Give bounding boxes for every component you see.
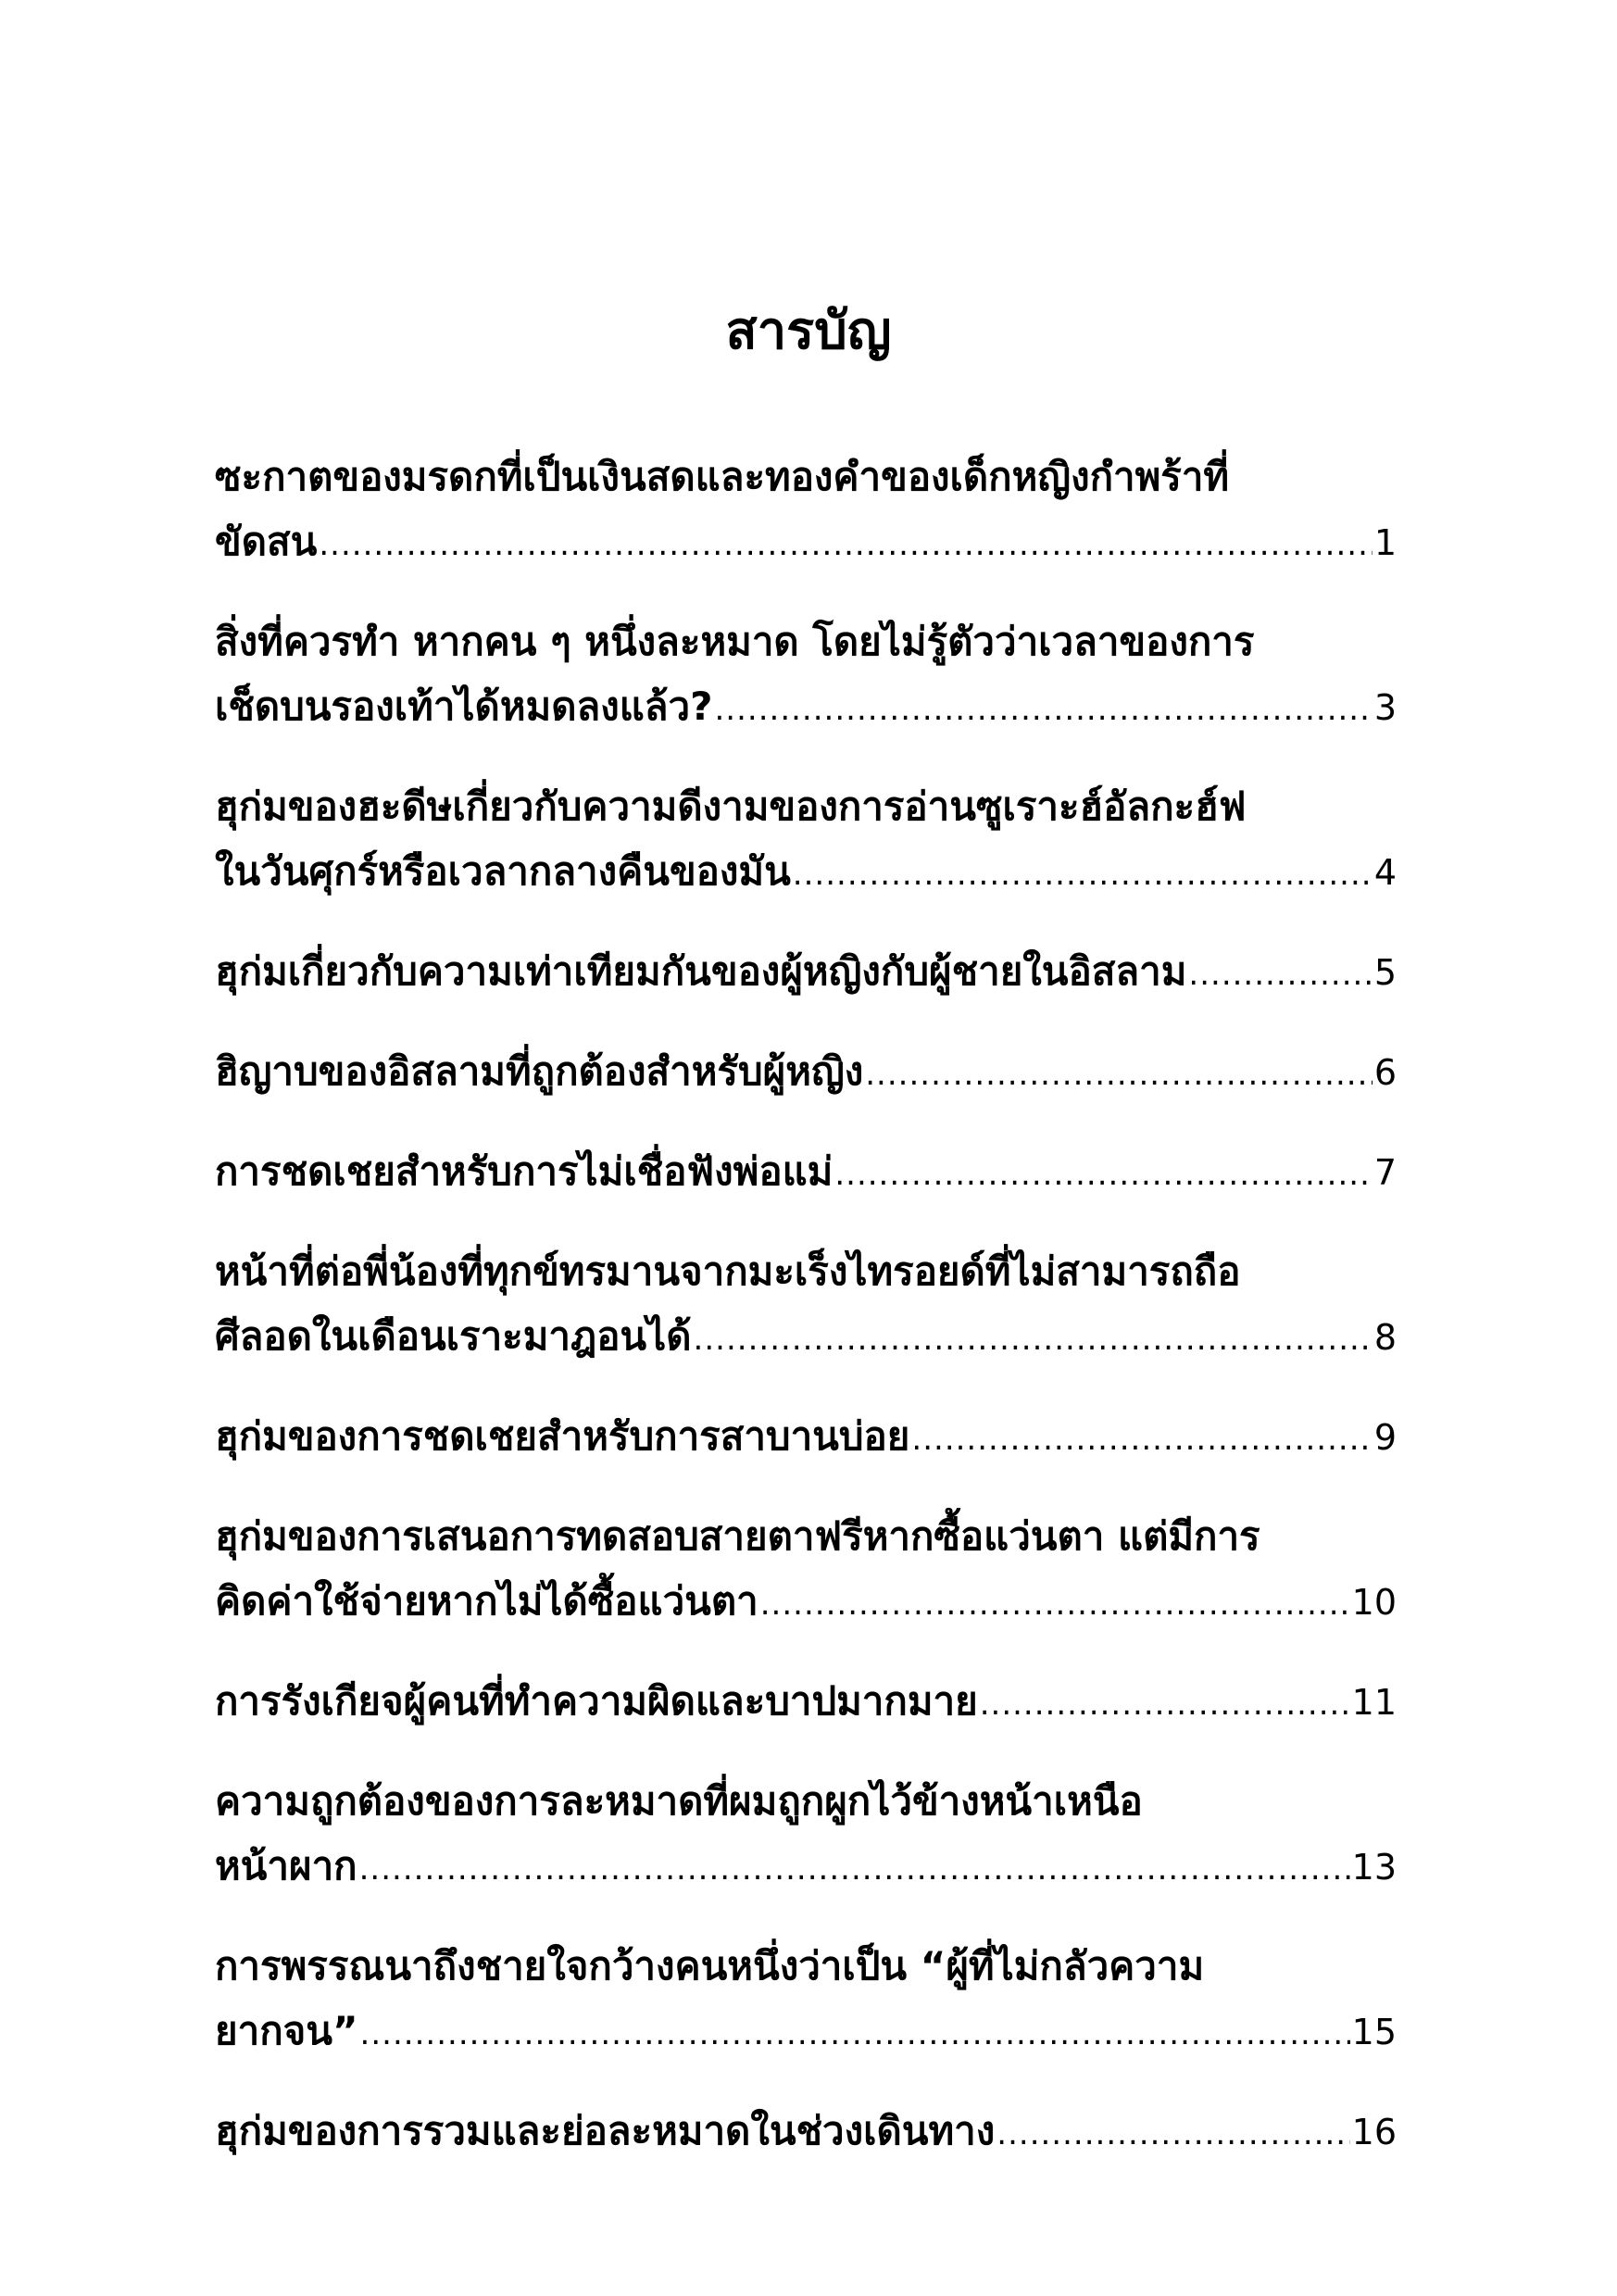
toc-entry-last-line — [215, 1139, 1397, 1207]
toc-page-number: 15 — [1351, 2012, 1397, 2052]
toc-entry-title-line: คิดค่าใช้จ่ายหากไม่ได้ซื้อแว่นตา — [215, 1578, 758, 1624]
toc-entry-last-line — [215, 1404, 1397, 1472]
toc-entry-last-line — [215, 1834, 1397, 1901]
toc-entry-title-line: ศีลอดในเดือนเราะมาฎอนได้ — [215, 1313, 692, 1359]
toc-entry[interactable] — [215, 445, 1397, 577]
toc-page-number: 7 — [1373, 1152, 1397, 1193]
page-title: สารบัญ — [725, 301, 892, 361]
toc-entry-title-line: สิ่งที่ควรทำ หากคน ๆ หนึ่งละหมาด โดยไม่รู้ตัวว่าเวลาของการ — [215, 619, 1255, 664]
dot-leader — [980, 1672, 1350, 1737]
toc-entry-last-line — [215, 839, 1397, 907]
table-of-contents — [215, 445, 1397, 2199]
dot-leader — [997, 2102, 1349, 2166]
dot-leader — [911, 1407, 1372, 1472]
toc-entry-title-line: ขัดสน — [215, 519, 318, 564]
toc-entry-title-line: ฮุก่มของการชดเชยสำหรับการสาบานบ่อย — [215, 1413, 910, 1459]
toc-entry-last-line — [215, 2099, 1397, 2166]
toc-page-number: 11 — [1351, 1682, 1397, 1723]
toc-entry-title-line: การชดเชยสำหรับการไม่เชื่อฟังพ่อแม่ — [215, 1148, 834, 1194]
toc-entry[interactable] — [215, 1934, 1397, 2066]
dot-leader — [1188, 942, 1372, 1007]
toc-page-number: 4 — [1373, 852, 1397, 893]
toc-entry[interactable] — [215, 2099, 1397, 2166]
toc-entry[interactable] — [215, 939, 1397, 1007]
toc-entry-title-line: หน้าที่ต่อพี่น้องที่ทุกข์ทรมานจากมะเร็งไทรอยด์ที่ไม่สามารถถือ — [215, 1248, 1241, 1294]
toc-entry[interactable] — [215, 1239, 1397, 1372]
toc-page-number: 8 — [1373, 1317, 1397, 1358]
toc-entry-title-line: การรังเกียจผู้คนที่ทำความผิดและบาปมากมาย — [215, 1678, 978, 1724]
toc-entry-title-line: ฮุก่มของฮะดีษเกี่ยวกับความดีงามของการอ่านซูเราะฮ์อัลกะฮ์ฟ — [215, 784, 1247, 829]
toc-entry-last-line — [215, 674, 1397, 742]
toc-entry-title-line: ซะกาตของมรดกที่เป็นเงินสดและทองคำของเด็กหญิงกำพร้าที่ — [215, 454, 1230, 499]
toc-page-number: 16 — [1351, 2112, 1397, 2152]
toc-page-number: 3 — [1373, 687, 1397, 728]
toc-page-number: 6 — [1373, 1052, 1397, 1093]
dot-leader — [834, 1142, 1372, 1207]
dot-leader — [865, 1042, 1373, 1107]
toc-entry-title-line: ความถูกต้องของการละหมาดที่ผมถูกผูกไว้ข้างหน้าเหนือ — [215, 1778, 1143, 1824]
toc-entry-title-line: ในวันศุกร์หรือเวลากลางคืนของมัน — [215, 848, 791, 894]
toc-page-number: 9 — [1373, 1417, 1397, 1458]
toc-entry[interactable] — [215, 1504, 1397, 1637]
dot-leader — [319, 512, 1372, 577]
toc-entry-title-line: ฮุก่มของการรวมและย่อละหมาดในช่วงเดินทาง — [215, 2108, 996, 2153]
toc-entry-last-line — [215, 1999, 1397, 2066]
toc-page-number: 5 — [1373, 952, 1397, 993]
toc-entry-title-line: ยากจน” — [215, 2008, 358, 2053]
toc-page-number: 10 — [1351, 1582, 1397, 1623]
toc-entry-title-line: ฮุก่มเกี่ยวกับความเท่าเทียมกันของผู้หญิงกับผู้ชายในอิสลาม — [215, 948, 1187, 994]
dot-leader — [714, 677, 1372, 742]
toc-entry[interactable] — [215, 609, 1397, 742]
toc-entry-title-line: การพรรณนาถึงชายใจกว้างคนหนึ่งว่าเป็น “ผู้ที่ไม่กลัวความ — [215, 1943, 1205, 1989]
toc-page-number: 1 — [1373, 522, 1397, 563]
toc-entry[interactable] — [215, 1404, 1397, 1472]
toc-entry[interactable] — [215, 1139, 1397, 1207]
toc-entry-last-line — [215, 1039, 1397, 1107]
toc-entry[interactable] — [215, 1669, 1397, 1737]
toc-entry-last-line — [215, 1304, 1397, 1372]
toc-entry-title-line: ฮุก่มของการเสนอการทดสอบสายตาฟรีหากซื้อแว่นตา แต่มีการ — [215, 1513, 1260, 1559]
toc-entry-last-line — [215, 1569, 1397, 1637]
toc-page-number: 13 — [1351, 1847, 1397, 1888]
toc-entry-last-line — [215, 1669, 1397, 1737]
toc-entry[interactable] — [215, 1039, 1397, 1107]
toc-entry[interactable] — [215, 1769, 1397, 1901]
dot-leader — [694, 1307, 1373, 1372]
toc-entry-last-line — [215, 509, 1397, 577]
toc-entry-title-line: หน้าผาก — [215, 1843, 357, 1888]
dot-leader — [760, 1572, 1350, 1637]
dot-leader — [360, 2001, 1350, 2066]
dot-leader — [359, 1837, 1350, 1901]
toc-entry[interactable] — [215, 774, 1397, 907]
toc-entry-last-line — [215, 939, 1397, 1007]
toc-entry-title-line: เช็ดบนรองเท้าได้หมดลงแล้ว? — [215, 684, 713, 729]
toc-entry-title-line: ฮิญาบของอิสลามที่ถูกต้องสำหรับผู้หญิง — [215, 1048, 864, 1094]
dot-leader — [793, 842, 1373, 907]
